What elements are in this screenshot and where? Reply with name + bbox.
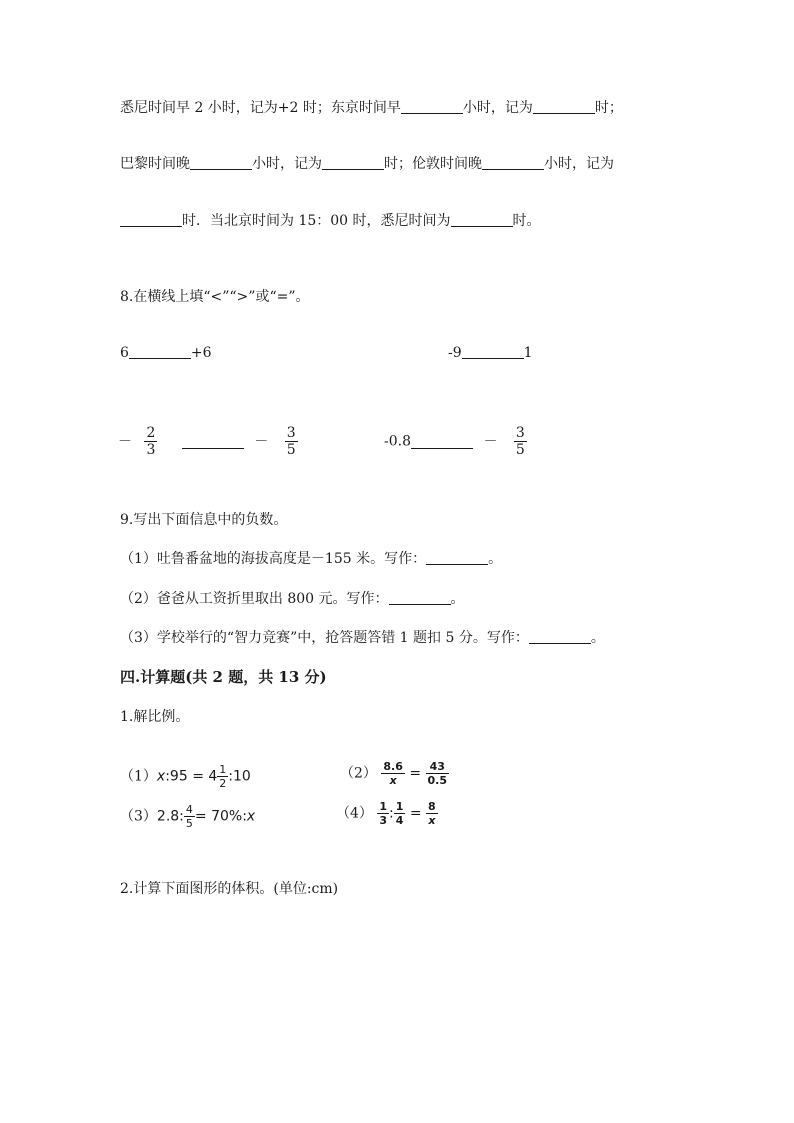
q9-item-text: （1）吐鲁番盆地的海拔高度是－155 米。写作： [120, 551, 427, 567]
minus-sign: － [118, 433, 132, 450]
fraction-numerator: 4 [185, 803, 193, 816]
problem-label: （2） [340, 765, 377, 782]
problem-3 [120, 803, 255, 830]
problem-1 [120, 763, 251, 791]
fraction [377, 800, 389, 827]
answer-blank[interactable] [401, 99, 463, 114]
minus-sign: － [483, 433, 498, 450]
q8-row2-left [118, 425, 298, 458]
problem-4 [336, 800, 438, 827]
q8-row1-left [120, 344, 212, 362]
fraction-denominator: 2 [219, 777, 227, 790]
answer-blank[interactable] [129, 344, 191, 359]
fraction-denominator: x [428, 814, 436, 827]
colon: : [389, 805, 394, 822]
problem-2 [340, 760, 449, 787]
answer-blank[interactable] [322, 155, 384, 170]
fraction-numerator: 3 [515, 425, 525, 441]
fraction-denominator: 5 [185, 817, 193, 830]
minus-sign: － [254, 433, 269, 450]
fraction [184, 803, 195, 830]
q9-item-end: 。 [488, 551, 503, 567]
fraction [144, 425, 157, 458]
q8-row1-right [448, 344, 533, 362]
problem-label: （1） [120, 768, 157, 785]
fraction [426, 760, 450, 787]
q9-item-end: 。 [450, 591, 465, 607]
answer-blank[interactable] [451, 212, 513, 227]
q9-item-text: （2）爸爸从工资折里取出 800 元。写作： [120, 591, 389, 607]
answer-blank[interactable] [182, 434, 244, 449]
q2-title: 2.计算下面图形的体积。(单位:cm) [120, 881, 339, 897]
q7-line-1-text-b: 小时，记为 [462, 100, 533, 116]
fraction [285, 425, 298, 458]
q7-line-1-text-a: 悉尼时间早 2 小时，记为+2 时；东京时间早 [120, 100, 401, 116]
fraction-denominator: x [389, 774, 397, 787]
q9-item-text: （3）学校举行的“智力竞赛”中，抢答题答错 1 题扣 5 分。写作： [120, 630, 529, 646]
q8-value: -9 [448, 345, 462, 361]
equals-sign: = [409, 765, 422, 782]
q9-item-1 [120, 550, 502, 568]
problem-label: （4） [336, 805, 373, 822]
q7-line-3-text-b: 时。 [512, 213, 541, 229]
fraction-denominator: 4 [395, 814, 404, 827]
fraction-numerator: 8 [428, 800, 436, 813]
q7-line-3-text-a: 时．当北京时间为 15：00 时，悉尼时间为 [182, 213, 451, 229]
q7-line-2-text-d: 小时，记为 [544, 156, 614, 172]
fraction [514, 425, 527, 458]
section-heading: 四.计算题(共 2 题，共 13 分) [120, 668, 327, 686]
fraction [394, 800, 406, 827]
answer-blank[interactable] [411, 434, 473, 449]
answer-blank[interactable] [529, 629, 591, 644]
answer-blank[interactable] [120, 212, 182, 227]
q7-line-3 [120, 212, 541, 230]
q7-line-2-text-c: 时；伦敦时间晚 [384, 156, 482, 172]
fraction-numerator: 43 [426, 760, 450, 774]
q8-value: +6 [190, 345, 212, 361]
q9-item-2 [120, 590, 465, 608]
q9-title: 9.写出下面信息中的负数。 [120, 512, 288, 528]
equals-sign: = [409, 805, 422, 822]
variable-x: x [156, 768, 166, 785]
expr-text: :10 [228, 768, 251, 785]
variable-x: x [246, 808, 256, 825]
q1-title: 1.解比例。 [120, 709, 190, 725]
fraction-numerator: 3 [286, 425, 296, 441]
answer-blank[interactable] [426, 550, 488, 565]
q9-item-3 [120, 629, 605, 647]
answer-blank[interactable] [462, 344, 524, 359]
q9-item-end: 。 [590, 630, 605, 646]
q8-title: 8.在横线上填“<”“>”或“=”。 [120, 289, 310, 305]
q7-line-2-text-b: 小时，记为 [252, 156, 322, 172]
q8-value: -0.8 [384, 433, 411, 450]
answer-blank[interactable] [533, 99, 595, 114]
answer-blank[interactable] [190, 155, 252, 170]
fraction-numerator: 1 [379, 800, 388, 813]
fraction-numerator: 1 [219, 763, 227, 776]
expr-text: :95 = 4 [165, 768, 218, 785]
fraction-numerator: 1 [395, 800, 404, 813]
fraction [426, 800, 438, 827]
answer-blank[interactable] [482, 155, 544, 170]
answer-blank[interactable] [389, 590, 451, 605]
fraction [381, 760, 405, 787]
q7-line-2-text-a: 巴黎时间晚 [120, 156, 190, 172]
fraction [217, 763, 228, 790]
fraction-numerator: 8.6 [383, 760, 403, 773]
expr-text: = 70%: [194, 808, 247, 825]
fraction-denominator: 5 [515, 442, 525, 458]
fraction-denominator: 0.5 [427, 774, 448, 787]
q8-value: 6 [120, 345, 129, 361]
fraction-denominator: 5 [286, 442, 296, 458]
q7-line-2 [120, 155, 614, 173]
fraction-denominator: 3 [379, 814, 388, 827]
q7-line-1 [120, 99, 623, 117]
q8-row2-right [384, 425, 527, 458]
q8-value: 1 [523, 345, 533, 361]
q7-line-1-text-c: 时； [594, 100, 623, 116]
problem-label: （3） [120, 808, 157, 825]
fraction-numerator: 2 [146, 425, 156, 441]
fraction-denominator: 3 [146, 442, 156, 458]
expr-text: 2.8: [156, 808, 184, 825]
